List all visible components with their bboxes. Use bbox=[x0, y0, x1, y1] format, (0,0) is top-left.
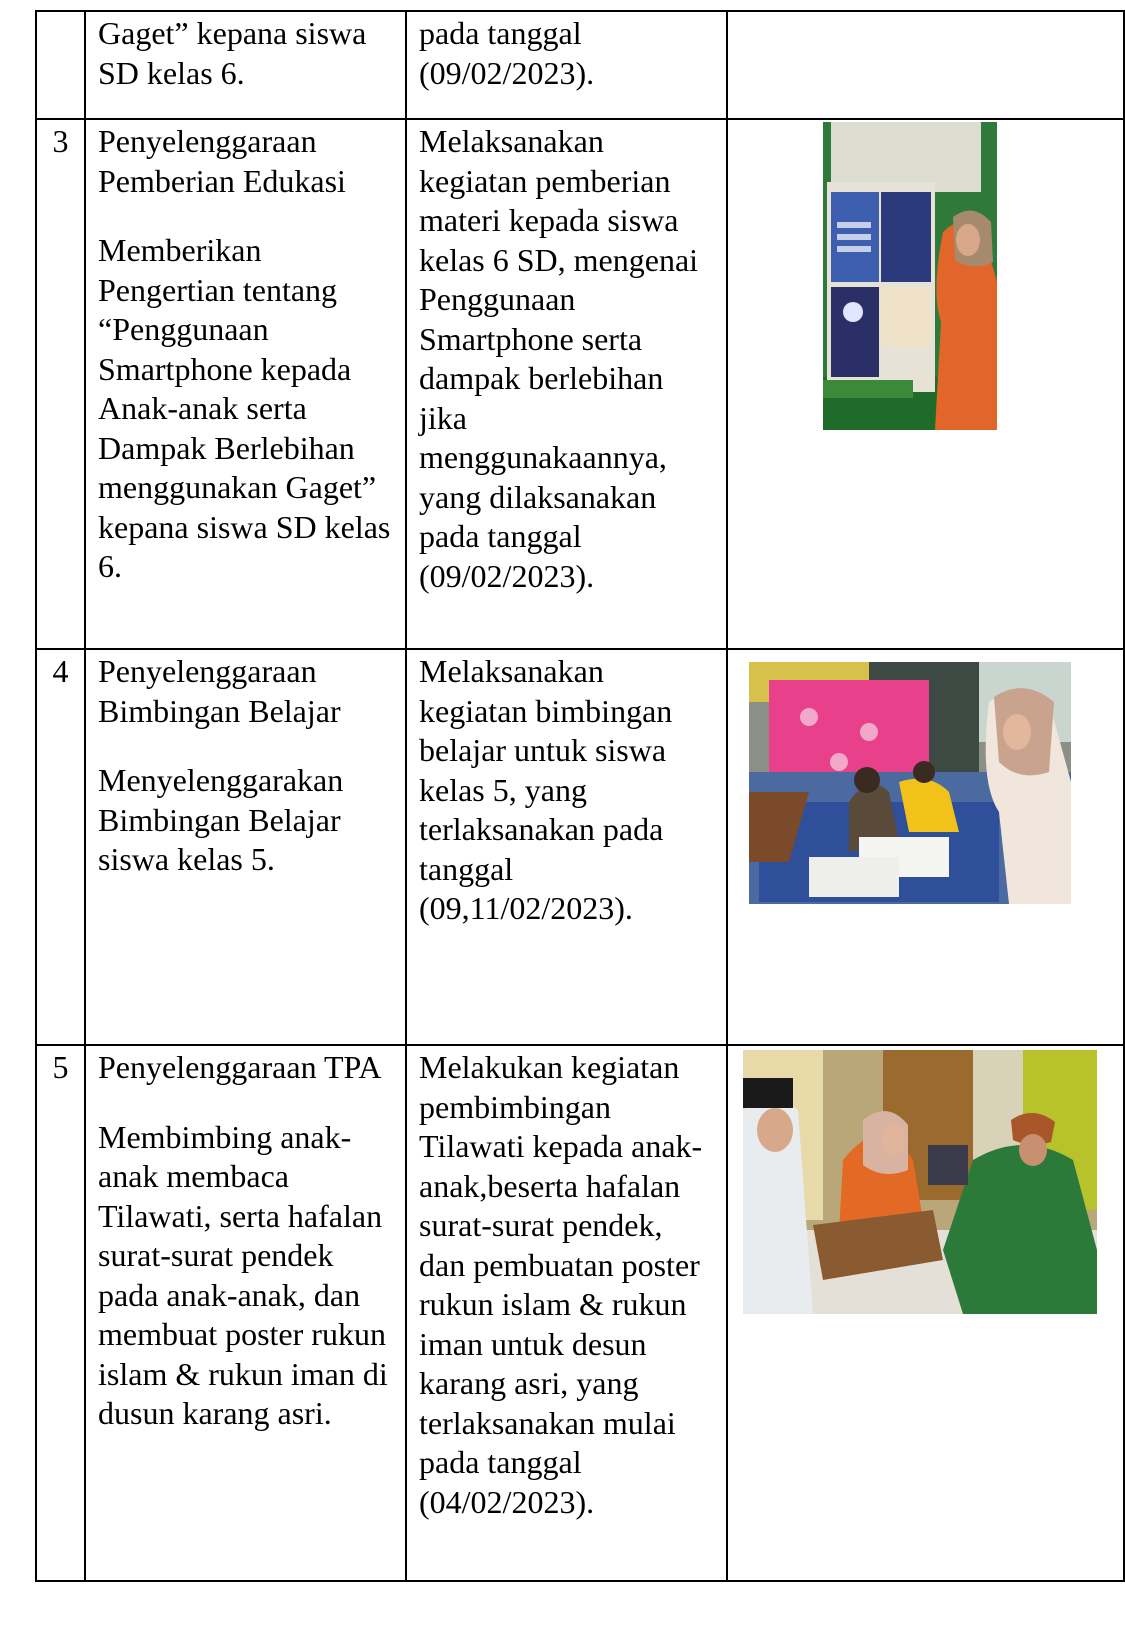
activity-detail: Gaget” kepana siswa SD kelas 6. bbox=[98, 15, 367, 91]
table-row bbox=[36, 119, 1124, 649]
activity-table bbox=[35, 10, 1125, 1582]
row-number: 3 bbox=[36, 119, 85, 649]
activity-detail: Memberikan Pengertian tentang “Penggunaan Smartphone kepada Anak-anak serta Dampak Berlebihan menggunakan Gaget” kepana siswa SD kelas 6. bbox=[98, 232, 391, 584]
description-cell bbox=[406, 1045, 727, 1581]
table-row bbox=[36, 649, 1124, 1045]
row-number bbox=[36, 11, 85, 119]
row-number: 5 bbox=[36, 1045, 85, 1581]
activity-cell bbox=[85, 649, 406, 1045]
photo-cell bbox=[727, 1045, 1124, 1581]
table-row bbox=[36, 1045, 1124, 1581]
children-studying-on-carpet-photo bbox=[749, 662, 1071, 904]
photo-cell bbox=[727, 11, 1124, 119]
activity-cell bbox=[85, 1045, 406, 1581]
description-cell bbox=[406, 11, 727, 119]
description-cell bbox=[406, 649, 727, 1045]
activity-detail: Membimbing anak-anak membaca Tilawati, serta hafalan surat-surat pendek pada anak-anak, dan membuat poster rukun islam & rukun iman di dusun karang asri. bbox=[98, 1118, 388, 1431]
activity-title: Penyelenggaraan Bimbingan Belajar bbox=[98, 653, 341, 729]
photo-cell bbox=[727, 649, 1124, 1045]
description-text: pada tanggal (09/02/2023). bbox=[419, 15, 595, 91]
activity-cell bbox=[85, 119, 406, 649]
tpa-quran-reading-photo bbox=[743, 1050, 1097, 1314]
description-cell bbox=[406, 119, 727, 649]
photo-cell bbox=[727, 119, 1124, 649]
activity-title: Penyelenggaraan TPA bbox=[98, 1049, 382, 1085]
activity-title: Penyelenggaraan Pemberian Edukasi bbox=[98, 123, 346, 199]
description-text: Melaksanakan kegiatan pemberian materi kepada siswa kelas 6 SD, mengenai Penggunaan Smartphone serta dampak berlebihan jika menggunakaannya, yang dilaksanakan pada tanggal (09/02/2023). bbox=[419, 123, 699, 594]
description-text: Melakukan kegiatan pembimbingan Tilawati kepada anak-anak,beserta hafalan surat-surat pendek, dan pembuatan poster rukun islam & rukun iman untuk desun karang asri, yang terlaksanakan mulai pada tanggal (04/02/2023). bbox=[419, 1049, 703, 1520]
description-text: Melaksanakan kegiatan bimbingan belajar untuk siswa kelas 5, yang terlaksanakan pada tanggal (09,11/02/2023). bbox=[419, 653, 673, 926]
row-number: 4 bbox=[36, 649, 85, 1045]
table-row bbox=[36, 11, 1124, 119]
activity-cell bbox=[85, 11, 406, 119]
educator-presenting-poster-photo bbox=[823, 122, 997, 430]
activity-detail: Menyelenggarakan Bimbingan Belajar siswa kelas 5. bbox=[98, 762, 344, 877]
